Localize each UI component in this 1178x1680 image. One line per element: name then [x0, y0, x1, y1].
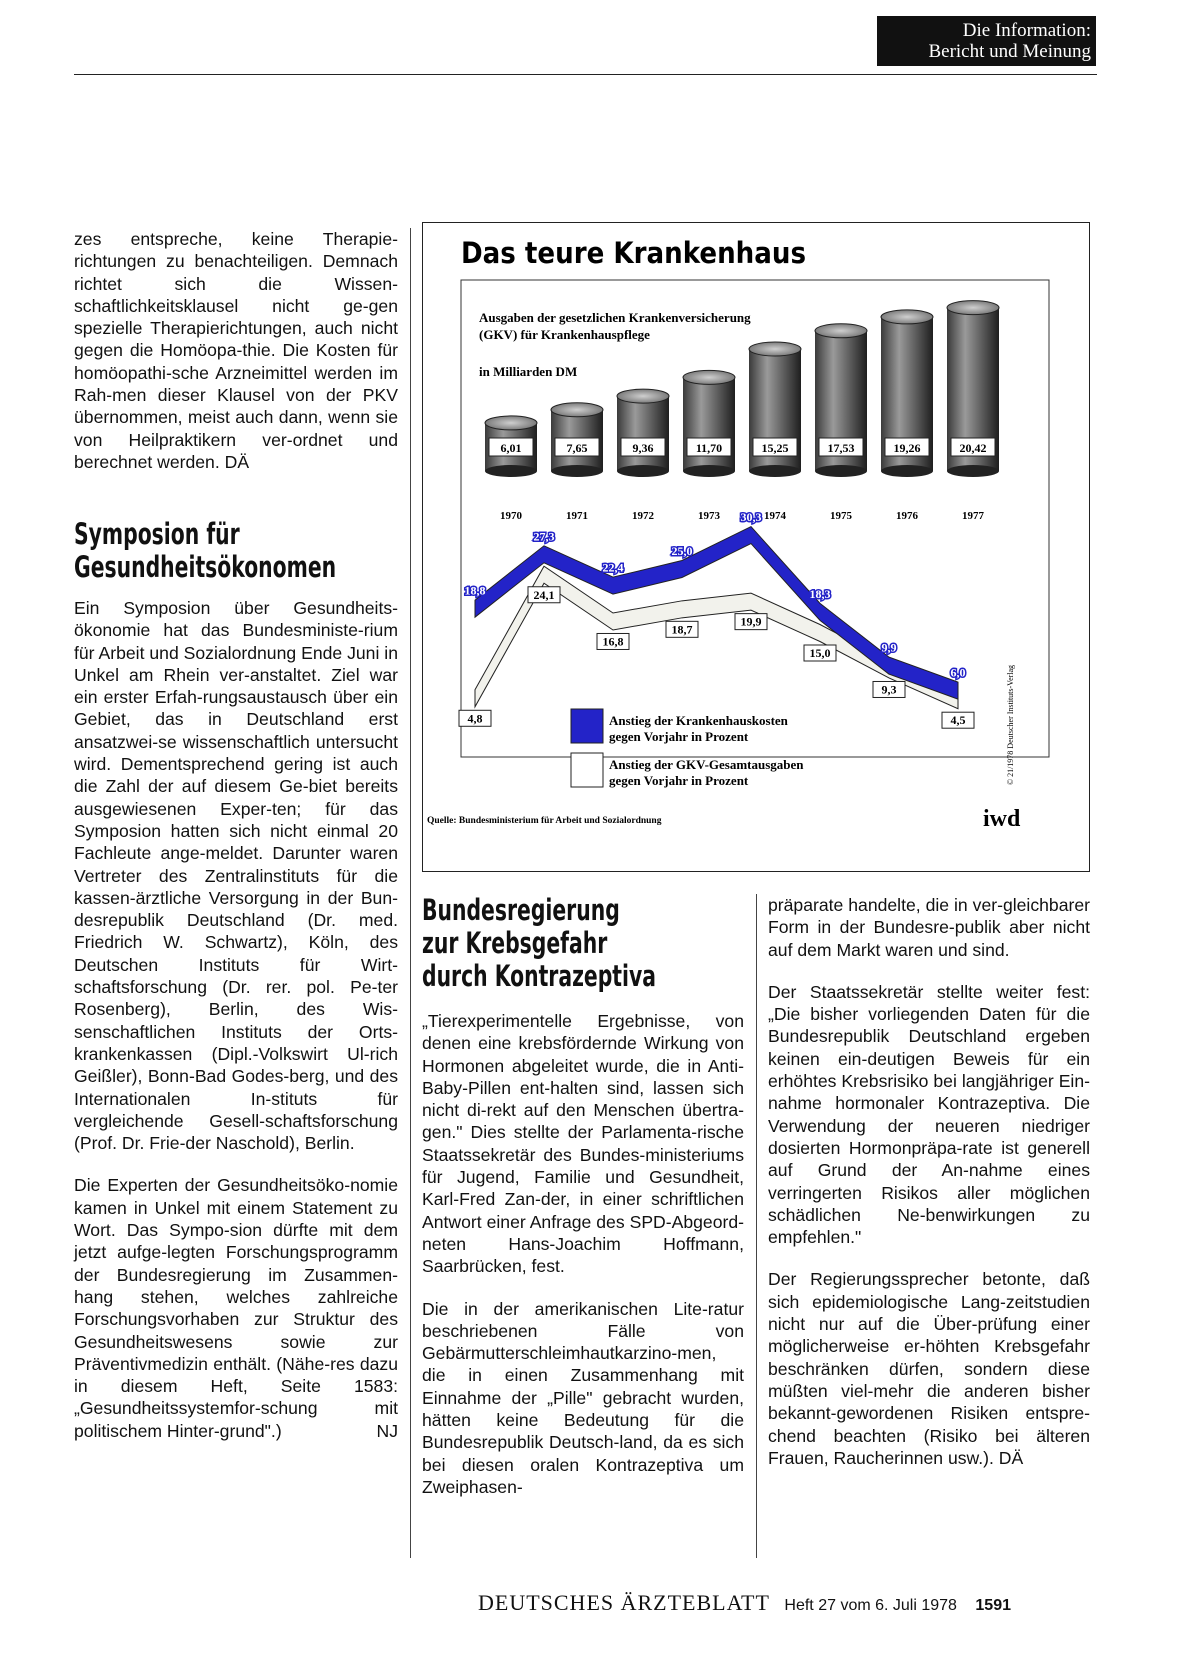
bar-top-coin: [815, 324, 867, 338]
bar-caption-line2: (GKV) für Krankenhauspflege: [479, 327, 650, 342]
bar-cylinder-1976: [881, 310, 933, 522]
gkv-point-label: 9,3: [881, 682, 897, 697]
chart-figure: [422, 222, 1090, 872]
bar-body: [683, 377, 735, 471]
bar-base: [749, 465, 801, 477]
hospital-point-label: 27,3: [533, 529, 555, 544]
column-rule-2: [756, 894, 757, 1558]
bar-base: [683, 465, 735, 477]
gkv-point-label: 4,8: [467, 711, 483, 726]
symposion-paragraph-2: Die Experten der Gesundheitsöko-nomie kamen in Unkel mit einem Statement zu Wort. Das Sympo-sion dürfte mit dem jetzt aufge-legten Forschungsprogramm der Bundesregierung im Zusammen-hang stehen, welches zahlreiche Forschungsvorhaben zur Struktur des Gesundheitswesens sowie zur Präventivmedizin enthält. (Nähe-res dazu in diesem Heft, Seite 1583: „Gesundheitssystemfor-schung mit politischem Hinter-grund".): [74, 1175, 398, 1441]
bar-cylinder-1975: [815, 324, 867, 522]
bar-cylinder-1970: [485, 416, 537, 522]
bar-body: [617, 396, 669, 471]
article-continuation: [74, 228, 398, 493]
bar-cylinder-1974: [749, 342, 801, 522]
symposion-paragraph-1: Ein Symposion über Gesundheits-ökonomie hat das Bundesministe-rium für Arbeit und Sozialordnung Ende Juni in Unkel am Rhein ver-anstaltet. Ziel war ein erster Erfah-rungsaustausch über ein Gebiet, das in Deutschland erst ansatzwei-se wissenschaftlich untersucht wird. Dementsprechend gering ist auch die Zahl der auf diesem Ge-biet bereits ausgewiesenen Exper-ten; für das Symposion hatten sich nicht einmal 20 Fachleute ange-meldet. Darunter waren Vertreter des Zentralinstituts für die kassen-ärztliche Versorgung in der Bun-desrepublik Deutschland (Dr. med. Friedrich W. Schwartz), Köln, des Deutschen Instituts für Wirt-schaftsforschung (Dr. rer. pol. Pe-ter Rosenberg), Berlin, des Wis-senschaftlichen Instituts der Orts-krankenkassen (Dipl.-Volkswirt Ul-rich Geißler), Bonn-Bad Godes-berg, und des Internationalen In-stituts für vergleichende Gesell-schaftsforschung (Prof. Dr. Frie-der Naschold), Berlin.: [74, 598, 398, 1154]
contraceptive-heading: [422, 894, 742, 1004]
bar-unit-label: in Milliarden DM: [479, 364, 578, 379]
bar-base: [485, 465, 537, 477]
bar-base: [551, 465, 603, 477]
bar-value-label: 6,01: [500, 441, 522, 455]
section-label: [877, 16, 1096, 66]
bar-value-label: 9,36: [632, 441, 654, 455]
bar-value-label: 17,53: [827, 441, 855, 455]
bar-top-coin: [551, 403, 603, 417]
symposion-heading: [74, 518, 398, 588]
bar-cylinder-1977: [947, 301, 999, 522]
issue-info: Heft 27 vom 6. Juli 1978: [784, 1597, 957, 1614]
bar-base: [947, 465, 999, 477]
bar-base: [617, 465, 669, 477]
legend-hospital-line2: gegen Vorjahr in Prozent: [609, 729, 749, 744]
contraceptive-paragraph-5: Der Regierungssprecher betonte, daß sich epidemiologische Lang-zeitstudien nicht nur auf die Über-prüfung einer möglicherweise er-höhten Krebsgefahr beschränken dürfen, sondern diese müßten viel-mehr die anderen bisher bekannt-gewordenen Risiken entspre-chend beachten (Risiko bei älteren Frauen, Raucherinnen usw.). DÄ: [768, 1269, 1090, 1468]
column-rule-1: [410, 228, 411, 1558]
contraceptive-paragraph-1: „Tierexperimentelle Ergebnisse, von denen eine krebsfördernde Wirkung von Hormonen abgeleitet wurde, die in Anti-Baby-Pillen ent-halten sind, lassen sich nicht di-rekt auf den Menschen übertra-gen." Dies stellte der Parlamenta-rische Staatssekretär des Bundes-ministeriums für Jugend, Familie und Gesundheit, Karl-Fred Zan-der, in einer schriftlichen Antwort einer Anfrage des SPD-Abgeord-neten Hans-Joachim Hoffmann, Saarbrücken, fest.: [422, 1011, 744, 1277]
bar-year-label: 1974: [764, 510, 786, 522]
bar-value-label: 11,70: [695, 441, 723, 455]
gkv-point-label: 16,8: [602, 634, 624, 649]
chart-title: Das teure Krankenhaus: [461, 236, 806, 270]
bar-year-label: 1970: [500, 510, 522, 522]
gkv-point-label: 4,5: [950, 713, 966, 728]
hospital-point-label: 9,9: [881, 640, 897, 655]
gkv-point-label: 19,9: [740, 614, 762, 629]
bar-top-coin: [947, 301, 999, 315]
hospital-point-label: 6,0: [950, 665, 966, 680]
symposion-heading-line1: Symposion für: [74, 517, 240, 551]
bar-top-coin: [749, 342, 801, 356]
gkv-point-label: 18,7: [671, 622, 693, 637]
page-footer: [478, 1590, 1098, 1620]
bar-base: [815, 465, 867, 477]
gkv-point-label: 24,1: [533, 587, 555, 602]
legend-hospital-line1: Anstieg der Krankenhauskosten: [609, 713, 788, 728]
bar-year-label: 1973: [698, 510, 720, 522]
journal-name: DEUTSCHES ÄRZTEBLATT: [478, 1590, 770, 1615]
legend-swatch-gkv: [571, 753, 603, 787]
bar-cylinder-1971: [551, 403, 603, 522]
symposion-heading-line2: Gesundheitsökonomen: [74, 550, 337, 584]
hospital-point-label: 22,4: [602, 560, 624, 575]
contraceptive-article-col2: [422, 1010, 744, 1518]
section-label-line2: Bericht und Meinung: [928, 41, 1091, 62]
top-rule: [74, 74, 1097, 75]
contraceptive-heading-line1: Bundesregierung: [422, 893, 620, 927]
bar-cylinder-1973: [683, 370, 735, 522]
hospital-point-label: 30,3: [740, 510, 762, 525]
bar-base: [881, 465, 933, 477]
iwd-logo: iwd: [983, 806, 1021, 832]
bar-top-coin: [881, 310, 933, 324]
bar-value-label: 20,42: [959, 441, 987, 455]
bar-top-coin: [485, 416, 537, 430]
symposion-article: [74, 597, 398, 1442]
hospital-point-label: 18,8: [464, 583, 486, 598]
bar-year-label: 1976: [896, 510, 918, 522]
article-continuation-text: zes entspreche, keine Therapie-richtungen zu benachteiligen. Demnach richtet sich die Wissen-schaftlichkeitsklausel nicht ge-gen spezielle Therapierichtungen, auch nicht gegen die Homöopa-thie. Die Kosten für homöopathi-sche Arzneimittel werden im Rah-men dieser Klausel von der PKV übernommen, meist auch dann, wenn sie von Heilpraktikern ver-ordnet und berechnet werden. DÄ: [74, 229, 398, 472]
bar-caption-line1: Ausgaben der gesetzlichen Krankenversicherung: [479, 310, 751, 325]
contraceptive-heading-line3: durch Kontrazeptiva: [422, 959, 656, 993]
bar-value-label: 7,65: [566, 441, 588, 455]
legend-gkv-line1: Anstieg der GKV-Gesamtausgaben: [609, 757, 804, 772]
contraceptive-paragraph-2: Die in der amerikanischen Lite-ratur beschriebenen Fälle von Gebärmutterschleimhautkarzino-men, die in einen Zusammenhang mit Einnahme der „Pille" gebracht wurden, hätten keine Bedeutung für die Bundesrepublik Deutsch-land, da es sich bei diesen oralen Kontrazeptiva um Zweiphasen-: [422, 1298, 744, 1497]
bar-value-label: 19,26: [893, 441, 921, 455]
contraceptive-article-col3: [768, 894, 1090, 1489]
legend-swatch-hospital: [571, 709, 603, 743]
bar-cylinder-1972: [617, 389, 669, 522]
bar-top-coin: [617, 389, 669, 403]
bar-top-coin: [683, 370, 735, 384]
gkv-point-label: 15,0: [809, 646, 831, 660]
hospital-point-label: 18,3: [809, 586, 831, 601]
symposion-signature: NJ: [376, 1420, 398, 1441]
legend-gkv-line2: gegen Vorjahr in Prozent: [609, 773, 749, 788]
contraceptive-paragraph-3: präparate handelte, die in ver-gleichbarer Form in der Bundesre-publik aber nicht auf dem Markt waren und sind.: [768, 895, 1090, 960]
contraceptive-heading-line2: zur Krebsgefahr: [422, 926, 608, 960]
bar-year-label: 1971: [566, 510, 588, 522]
chart-canvas: [423, 223, 1089, 871]
bar-year-label: 1975: [830, 510, 852, 522]
chart-copyright: © 21/1978 Deutscher Instituts-Verlag: [1006, 664, 1015, 785]
page-number: 1591: [975, 1597, 1011, 1614]
bar-year-label: 1977: [962, 510, 984, 522]
bar-year-label: 1972: [632, 510, 654, 522]
bar-value-label: 15,25: [761, 441, 789, 455]
line-chart: [459, 510, 974, 728]
section-label-line1: Die Information:: [962, 20, 1091, 41]
hospital-point-label: 25,0: [671, 544, 693, 558]
contraceptive-paragraph-4: Der Staatssekretär stellte weiter fest: „Die bisher vorliegenden Daten für die Bundesrepublik Deutschland ergeben keinen ein-deutigen Beweis für ein erhöhtes Krebsrisiko bei langjähriger Ein-nahme hormonaler Kontrazeptiva. Die Verwendung der neueren niedriger dosierten Hormonpräpa-rate ist generell auf Grund der An-nahme eines verringerten Risikos aller möglichen schädlichen Ne-benwirkungen zu empfehlen.": [768, 981, 1090, 1248]
chart-source: Quelle: Bundesministerium für Arbeit und Sozialordnung: [427, 816, 662, 826]
